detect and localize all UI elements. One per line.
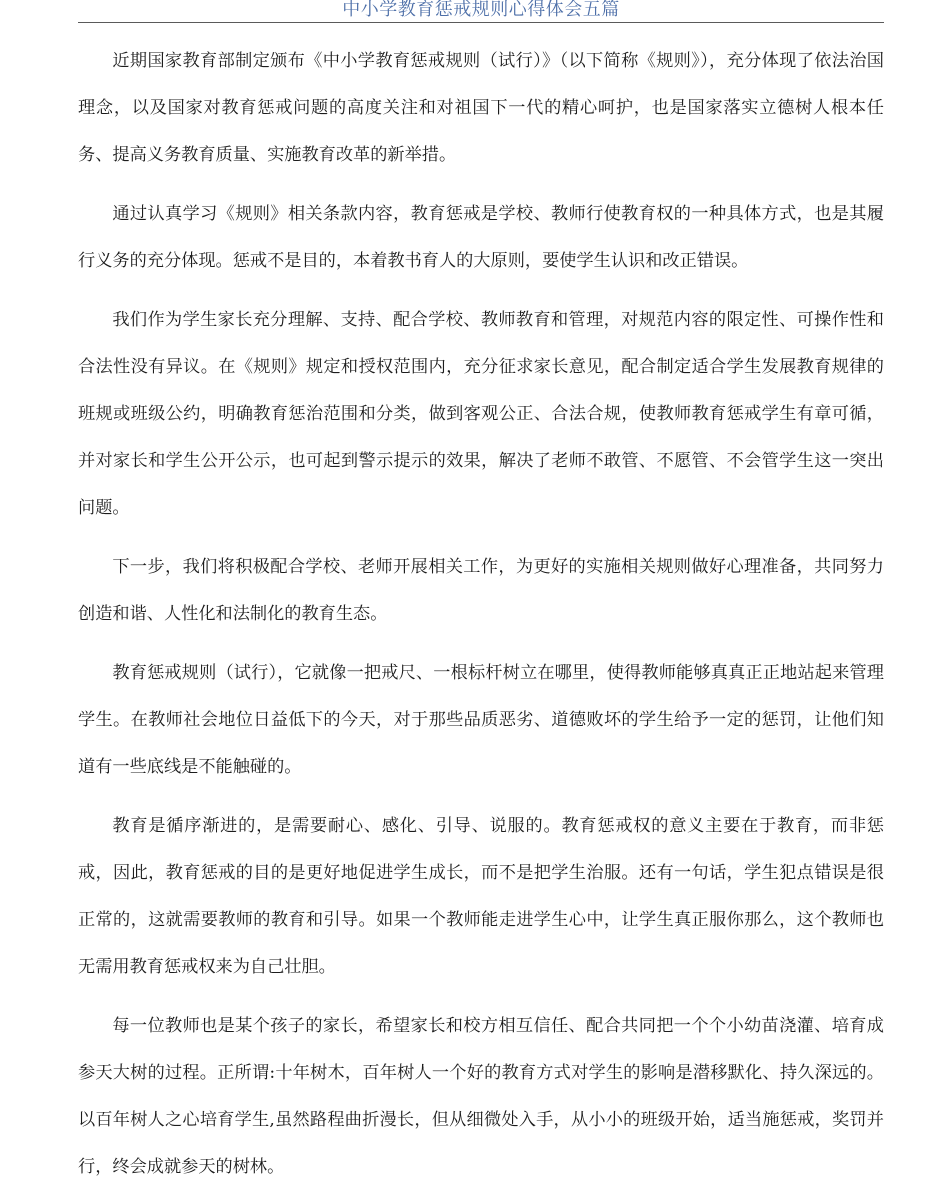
document-body (78, 38, 884, 1203)
paragraph-6: 教育是循序渐进的，是需要耐心、感化、引导、说服的。教育惩戒权的意义主要在于教育，而非惩戒，因此，教育惩戒的目的是更好地促进学生成长，而不是把学生治服。还有一句话，学生犯点错误是很正常的，这就需要教师的教育和引导。如果一个教师能走进学生心中，让学生真正服你那么，这个教师也无需用教育惩戒权来为自己壮胆。 (78, 816, 884, 977)
paragraph-4: 下一步，我们将积极配合学校、老师开展相关工作，为更好的实施相关规则做好心理准备，共同努力创造和谐、人性化和法制化的教育生态。 (78, 557, 884, 624)
paragraph-1: 近期国家教育部制定颁布《中小学教育惩戒规则（试行）》（以下简称《规则》），充分体现了依法治国理念，以及国家对教育惩戒问题的高度关注和对祖国下一代的精心呵护，也是国家落实立德树人根本任务、提高义务教育质量、实施教育改革的新举措。 (78, 51, 884, 165)
page-header (78, 0, 884, 23)
paragraph-3: 我们作为学生家长充分理解、支持、配合学校、教师教育和管理，对规范内容的限定性、可操作性和合法性没有异议。在《规则》规定和授权范围内，充分征求家长意见，配合制定适合学生发展教育规律的班规或班级公约，明确教育惩治范围和分类，做到客观公正、合法合规，使教师教育惩戒学生有章可循，并对家长和学生公开公示，也可起到警示提示的效果，解决了老师不敢管、不愿管、不会管学生这一突出问题。 (78, 310, 884, 518)
paragraph-2: 通过认真学习《规则》相关条款内容，教育惩戒是学校、教师行使教育权的一种具体方式，也是其履行义务的充分体现。惩戒不是目的，本着教书育人的大原则，要使学生认识和改正错误。 (78, 204, 884, 271)
paragraph-7: 每一位教师也是某个孩子的家长，希望家长和校方相互信任、配合共同把一个个小幼苗浇灌、培育成参天大树的过程。正所谓:十年树木，百年树人一个好的教育方式对学生的影响是潜移默化、持久深远的。以百年树人之心培育学生,虽然路程曲折漫长，但从细微处入手，从小小的班级开始，适当施惩戒，奖罚并行，终会成就参天的树林。 (78, 1016, 884, 1177)
paragraph-5: 教育惩戒规则（试行），它就像一把戒尺、一根标杆树立在哪里，使得教师能够真真正正地站起来管理学生。在教师社会地位日益低下的今天，对于那些品质恶劣、道德败坏的学生给予一定的惩罚，让他们知道有一些底线是不能触碰的。 (78, 663, 884, 777)
document-title: 中小学教育惩戒规则心得体会五篇 (342, 0, 620, 20)
